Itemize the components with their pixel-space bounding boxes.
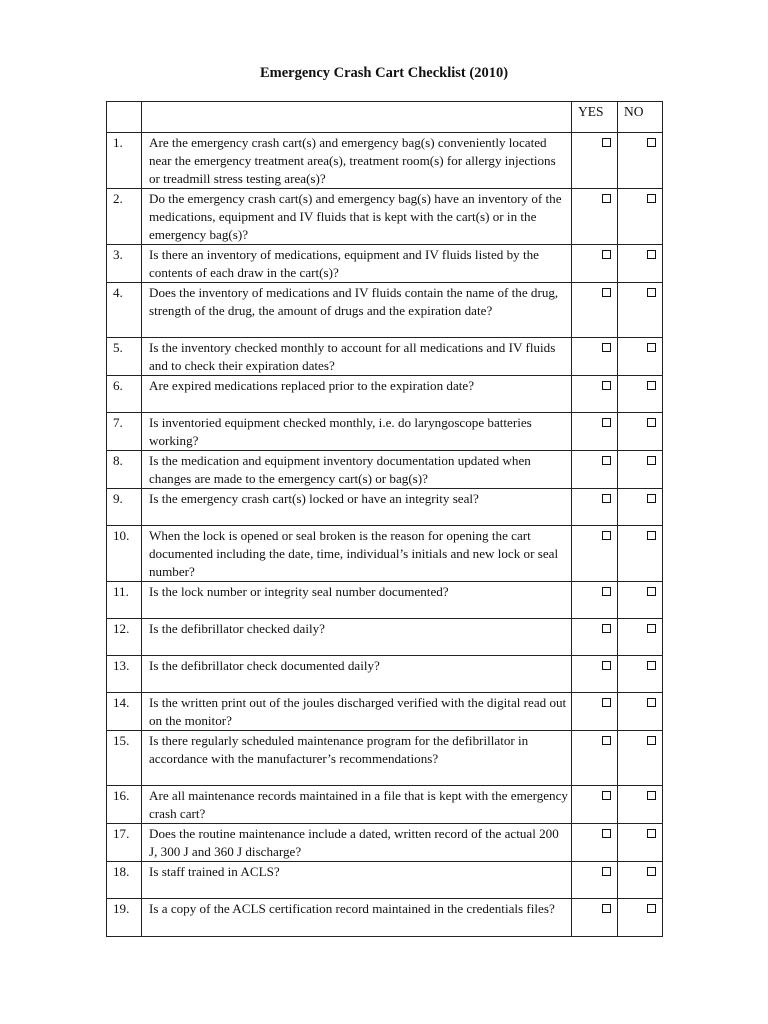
- item-number: 12.: [107, 619, 142, 656]
- no-checkbox[interactable]: [647, 456, 656, 465]
- checklist-row: [107, 133, 663, 189]
- checklist-row: [107, 245, 663, 283]
- item-number: 18.: [107, 862, 142, 899]
- yes-checkbox[interactable]: [602, 343, 611, 352]
- item-number: 9.: [107, 489, 142, 526]
- item-question: Does the inventory of medications and IV fluids contain the name of the drug, strength of the drug, the amount of drugs and the expiration date?: [142, 283, 572, 338]
- item-question: Are expired medications replaced prior to the expiration date?: [142, 376, 572, 413]
- item-question: Is the written print out of the joules discharged verified with the digital read out on the monitor?: [142, 693, 572, 731]
- checklist-row: [107, 189, 663, 245]
- header-num-cell: [107, 102, 142, 133]
- item-number: 10.: [107, 526, 142, 582]
- no-checkbox[interactable]: [647, 531, 656, 540]
- checklist-row: [107, 619, 663, 656]
- yes-checkbox[interactable]: [602, 736, 611, 745]
- yes-checkbox[interactable]: [602, 624, 611, 633]
- item-question: Is there regularly scheduled maintenance program for the defibrillator in accordance with the manufacturer’s recommendations?: [142, 731, 572, 786]
- header-row: [107, 102, 663, 133]
- checklist-row: [107, 693, 663, 731]
- checklist-row: [107, 656, 663, 693]
- checklist-row: [107, 824, 663, 862]
- no-checkbox[interactable]: [647, 829, 656, 838]
- header-question-cell: [142, 102, 572, 133]
- item-number: 2.: [107, 189, 142, 245]
- no-checkbox[interactable]: [647, 867, 656, 876]
- no-checkbox[interactable]: [647, 624, 656, 633]
- yes-checkbox[interactable]: [602, 867, 611, 876]
- item-number: 5.: [107, 338, 142, 376]
- no-checkbox[interactable]: [647, 381, 656, 390]
- item-question: Is a copy of the ACLS certification record maintained in the credentials files?: [142, 899, 572, 937]
- yes-checkbox[interactable]: [602, 587, 611, 596]
- item-question: Does the routine maintenance include a dated, written record of the actual 200 J, 300 J and 360 J discharge?: [142, 824, 572, 862]
- item-question: Are the emergency crash cart(s) and emergency bag(s) conveniently located near the emergency treatment area(s), treatment room(s) for allergy injections or treadmill stress testing area(s)?: [142, 133, 572, 189]
- item-question: Do the emergency crash cart(s) and emergency bag(s) have an inventory of the medications, equipment and IV fluids that is kept with the cart(s) or in the emergency bag(s)?: [142, 189, 572, 245]
- item-question: Is the defibrillator check documented daily?: [142, 656, 572, 693]
- item-question: Is the medication and equipment inventory documentation updated when changes are made to the emergency cart(s) or bag(s)?: [142, 451, 572, 489]
- checklist-row: [107, 862, 663, 899]
- yes-checkbox[interactable]: [602, 194, 611, 203]
- item-number: 17.: [107, 824, 142, 862]
- no-checkbox[interactable]: [647, 250, 656, 259]
- checklist-row: [107, 283, 663, 338]
- no-checkbox[interactable]: [647, 138, 656, 147]
- checklist-row: [107, 338, 663, 376]
- yes-checkbox[interactable]: [602, 138, 611, 147]
- item-number: 6.: [107, 376, 142, 413]
- item-number: 7.: [107, 413, 142, 451]
- yes-checkbox[interactable]: [602, 250, 611, 259]
- no-checkbox[interactable]: [647, 494, 656, 503]
- yes-checkbox[interactable]: [602, 381, 611, 390]
- item-question: Is there an inventory of medications, equipment and IV fluids listed by the contents of each draw in the cart(s)?: [142, 245, 572, 283]
- item-number: 3.: [107, 245, 142, 283]
- item-number: 16.: [107, 786, 142, 824]
- yes-checkbox[interactable]: [602, 288, 611, 297]
- yes-checkbox[interactable]: [602, 531, 611, 540]
- yes-checkbox[interactable]: [602, 791, 611, 800]
- item-question: Are all maintenance records maintained in a file that is kept with the emergency crash cart?: [142, 786, 572, 824]
- no-checkbox[interactable]: [647, 343, 656, 352]
- checklist-row: [107, 899, 663, 937]
- item-number: 13.: [107, 656, 142, 693]
- item-number: 8.: [107, 451, 142, 489]
- no-checkbox[interactable]: [647, 698, 656, 707]
- item-question: Is the lock number or integrity seal number documented?: [142, 582, 572, 619]
- document-title: Emergency Crash Cart Checklist (2010): [259, 65, 509, 81]
- no-checkbox[interactable]: [647, 736, 656, 745]
- checklist-row: [107, 731, 663, 786]
- no-checkbox[interactable]: [647, 904, 656, 913]
- no-checkbox[interactable]: [647, 791, 656, 800]
- checklist-row: [107, 489, 663, 526]
- header-no: NO: [618, 102, 663, 133]
- item-question: Is staff trained in ACLS?: [142, 862, 572, 899]
- yes-checkbox[interactable]: [602, 456, 611, 465]
- yes-checkbox[interactable]: [602, 494, 611, 503]
- no-checkbox[interactable]: [647, 587, 656, 596]
- item-question: Is inventoried equipment checked monthly, i.e. do laryngoscope batteries working?: [142, 413, 572, 451]
- no-checkbox[interactable]: [647, 288, 656, 297]
- item-question: Is the inventory checked monthly to account for all medications and IV fluids and to check their expiration dates?: [142, 338, 572, 376]
- item-question: Is the emergency crash cart(s) locked or have an integrity seal?: [142, 489, 572, 526]
- item-question: Is the defibrillator checked daily?: [142, 619, 572, 656]
- yes-checkbox[interactable]: [602, 661, 611, 670]
- checklist-row: [107, 413, 663, 451]
- checklist-table: [106, 101, 663, 937]
- item-number: 4.: [107, 283, 142, 338]
- yes-checkbox[interactable]: [602, 904, 611, 913]
- checklist-row: [107, 526, 663, 582]
- no-checkbox[interactable]: [647, 194, 656, 203]
- item-question: When the lock is opened or seal broken is the reason for opening the cart documented including the date, time, individual’s initials and new lock or seal number?: [142, 526, 572, 582]
- no-checkbox[interactable]: [647, 418, 656, 427]
- yes-checkbox[interactable]: [602, 418, 611, 427]
- no-checkbox[interactable]: [647, 661, 656, 670]
- item-number: 19.: [107, 899, 142, 937]
- checklist-row: [107, 786, 663, 824]
- header-yes: YES: [572, 102, 618, 133]
- checklist-row: [107, 582, 663, 619]
- item-number: 1.: [107, 133, 142, 189]
- item-number: 15.: [107, 731, 142, 786]
- item-number: 11.: [107, 582, 142, 619]
- yes-checkbox[interactable]: [602, 698, 611, 707]
- checklist-row: [107, 376, 663, 413]
- item-number: 14.: [107, 693, 142, 731]
- checklist-row: [107, 451, 663, 489]
- yes-checkbox[interactable]: [602, 829, 611, 838]
